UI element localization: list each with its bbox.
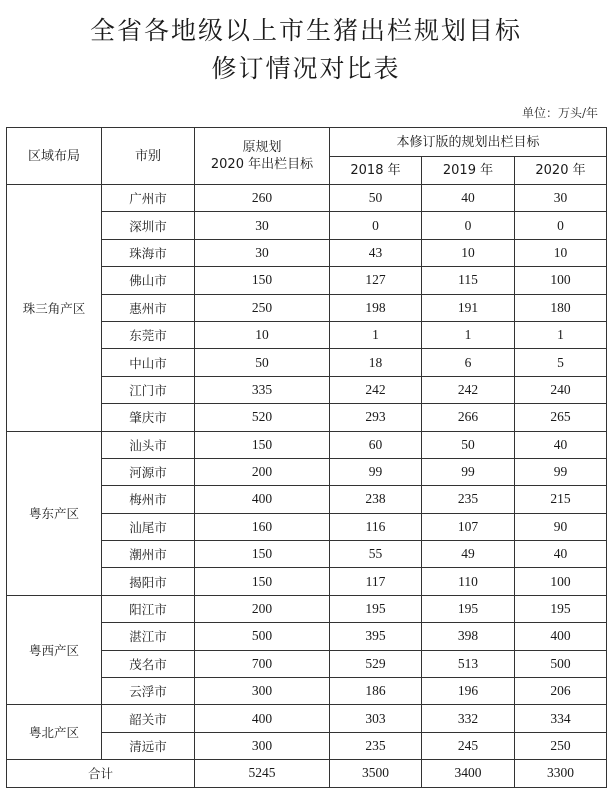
target-2019-cell: 110 xyxy=(422,568,515,595)
target-2018-cell: 127 xyxy=(330,267,422,294)
target-2019-cell: 245 xyxy=(422,732,515,759)
target-2020-cell: 90 xyxy=(515,513,607,540)
target-2018-cell: 99 xyxy=(330,458,422,485)
target-2020-cell: 1 xyxy=(515,321,607,348)
original-target-cell: 400 xyxy=(195,705,330,732)
city-cell: 揭阳市 xyxy=(102,568,195,595)
target-2019-cell: 398 xyxy=(422,623,515,650)
city-cell: 中山市 xyxy=(102,349,195,376)
target-2018-cell: 186 xyxy=(330,678,422,705)
original-target-cell: 150 xyxy=(195,568,330,595)
target-2019-cell: 332 xyxy=(422,705,515,732)
original-target-cell: 200 xyxy=(195,595,330,622)
target-2018-cell: 242 xyxy=(330,376,422,403)
original-target-cell: 520 xyxy=(195,404,330,431)
comparison-table xyxy=(6,127,607,788)
header-original-plan xyxy=(195,128,330,185)
target-2018-cell: 43 xyxy=(330,239,422,266)
city-cell: 佛山市 xyxy=(102,267,195,294)
original-target-cell: 150 xyxy=(195,541,330,568)
region-cell: 粤北产区 xyxy=(7,705,102,760)
target-2018-cell: 117 xyxy=(330,568,422,595)
target-2020-cell: 100 xyxy=(515,568,607,595)
original-target-cell: 150 xyxy=(195,267,330,294)
target-2019-cell: 513 xyxy=(422,650,515,677)
city-cell: 潮州市 xyxy=(102,541,195,568)
target-2020-cell: 206 xyxy=(515,678,607,705)
target-2019-cell: 235 xyxy=(422,486,515,513)
table-row xyxy=(7,431,607,458)
target-2018-cell: 238 xyxy=(330,486,422,513)
total-row xyxy=(7,760,607,787)
target-2019-cell: 115 xyxy=(422,267,515,294)
original-target-cell: 160 xyxy=(195,513,330,540)
target-2018-cell: 55 xyxy=(330,541,422,568)
target-2020-cell: 215 xyxy=(515,486,607,513)
original-target-cell: 30 xyxy=(195,239,330,266)
original-target-cell: 335 xyxy=(195,376,330,403)
original-target-cell: 200 xyxy=(195,458,330,485)
city-cell: 汕头市 xyxy=(102,431,195,458)
target-2018-cell: 303 xyxy=(330,705,422,732)
original-target-cell: 30 xyxy=(195,212,330,239)
total-label: 合计 xyxy=(7,760,195,787)
target-2019-cell: 6 xyxy=(422,349,515,376)
target-2018-cell: 195 xyxy=(330,595,422,622)
region-cell: 粤西产区 xyxy=(7,595,102,705)
city-cell: 茂名市 xyxy=(102,650,195,677)
header-2020: 2020 年 xyxy=(515,157,607,185)
table-row xyxy=(7,705,607,732)
table-row xyxy=(7,185,607,212)
title-line-2: 修订情况对比表 xyxy=(211,54,401,83)
original-target-cell: 300 xyxy=(195,732,330,759)
target-2020-cell: 10 xyxy=(515,239,607,266)
target-2019-cell: 99 xyxy=(422,458,515,485)
target-2018-cell: 1 xyxy=(330,321,422,348)
city-cell: 珠海市 xyxy=(102,239,195,266)
target-2018-cell: 50 xyxy=(330,185,422,212)
city-cell: 云浮市 xyxy=(102,678,195,705)
header-revised: 本修订版的规划出栏目标 xyxy=(330,128,607,157)
total-2019-cell: 3400 xyxy=(422,760,515,787)
original-target-cell: 500 xyxy=(195,623,330,650)
city-cell: 肇庆市 xyxy=(102,404,195,431)
table-row xyxy=(7,595,607,622)
city-cell: 韶关市 xyxy=(102,705,195,732)
target-2018-cell: 529 xyxy=(330,650,422,677)
target-2019-cell: 40 xyxy=(422,185,515,212)
region-cell: 珠三角产区 xyxy=(7,185,102,432)
target-2019-cell: 1 xyxy=(422,321,515,348)
title-line-1: 全省各地级以上市生猪出栏规划目标 xyxy=(89,16,522,45)
original-target-cell: 50 xyxy=(195,349,330,376)
target-2018-cell: 0 xyxy=(330,212,422,239)
target-2020-cell: 40 xyxy=(515,431,607,458)
city-cell: 清远市 xyxy=(102,732,195,759)
total-2018-cell: 3500 xyxy=(330,760,422,787)
target-2019-cell: 50 xyxy=(422,431,515,458)
target-2018-cell: 60 xyxy=(330,431,422,458)
header-2019: 2019 年 xyxy=(422,157,515,185)
target-2018-cell: 293 xyxy=(330,404,422,431)
header-2018: 2018 年 xyxy=(330,157,422,185)
target-2020-cell: 0 xyxy=(515,212,607,239)
target-2019-cell: 242 xyxy=(422,376,515,403)
target-2018-cell: 116 xyxy=(330,513,422,540)
target-2019-cell: 107 xyxy=(422,513,515,540)
header-original-line2: 2020 年出栏目标 xyxy=(210,157,314,172)
table-body xyxy=(7,185,607,788)
target-2018-cell: 395 xyxy=(330,623,422,650)
target-2018-cell: 18 xyxy=(330,349,422,376)
city-cell: 东莞市 xyxy=(102,321,195,348)
header-original-line1: 原规划 xyxy=(242,140,282,155)
city-cell: 梅州市 xyxy=(102,486,195,513)
target-2020-cell: 100 xyxy=(515,267,607,294)
original-target-cell: 700 xyxy=(195,650,330,677)
target-2020-cell: 240 xyxy=(515,376,607,403)
original-target-cell: 260 xyxy=(195,185,330,212)
target-2020-cell: 265 xyxy=(515,404,607,431)
original-target-cell: 10 xyxy=(195,321,330,348)
target-2020-cell: 400 xyxy=(515,623,607,650)
header-region: 区域布局 xyxy=(7,128,102,185)
target-2018-cell: 235 xyxy=(330,732,422,759)
total-2020-cell: 3300 xyxy=(515,760,607,787)
target-2020-cell: 334 xyxy=(515,705,607,732)
target-2020-cell: 180 xyxy=(515,294,607,321)
city-cell: 湛江市 xyxy=(102,623,195,650)
original-target-cell: 300 xyxy=(195,678,330,705)
target-2019-cell: 0 xyxy=(422,212,515,239)
target-2019-cell: 266 xyxy=(422,404,515,431)
target-2020-cell: 500 xyxy=(515,650,607,677)
city-cell: 河源市 xyxy=(102,458,195,485)
total-original-cell: 5245 xyxy=(195,760,330,787)
city-cell: 阳江市 xyxy=(102,595,195,622)
city-cell: 深圳市 xyxy=(102,212,195,239)
header-city: 市别 xyxy=(102,128,195,185)
original-target-cell: 400 xyxy=(195,486,330,513)
target-2019-cell: 196 xyxy=(422,678,515,705)
target-2020-cell: 30 xyxy=(515,185,607,212)
target-2019-cell: 10 xyxy=(422,239,515,266)
target-2018-cell: 198 xyxy=(330,294,422,321)
target-2020-cell: 5 xyxy=(515,349,607,376)
city-cell: 广州市 xyxy=(102,185,195,212)
city-cell: 惠州市 xyxy=(102,294,195,321)
target-2020-cell: 40 xyxy=(515,541,607,568)
target-2019-cell: 191 xyxy=(422,294,515,321)
city-cell: 汕尾市 xyxy=(102,513,195,540)
target-2019-cell: 49 xyxy=(422,541,515,568)
original-target-cell: 250 xyxy=(195,294,330,321)
target-2020-cell: 250 xyxy=(515,732,607,759)
original-target-cell: 150 xyxy=(195,431,330,458)
city-cell: 江门市 xyxy=(102,376,195,403)
target-2020-cell: 195 xyxy=(515,595,607,622)
target-2019-cell: 195 xyxy=(422,595,515,622)
target-2020-cell: 99 xyxy=(515,458,607,485)
unit-label: 单位：万头/年 xyxy=(521,106,598,120)
region-cell: 粤东产区 xyxy=(7,431,102,595)
